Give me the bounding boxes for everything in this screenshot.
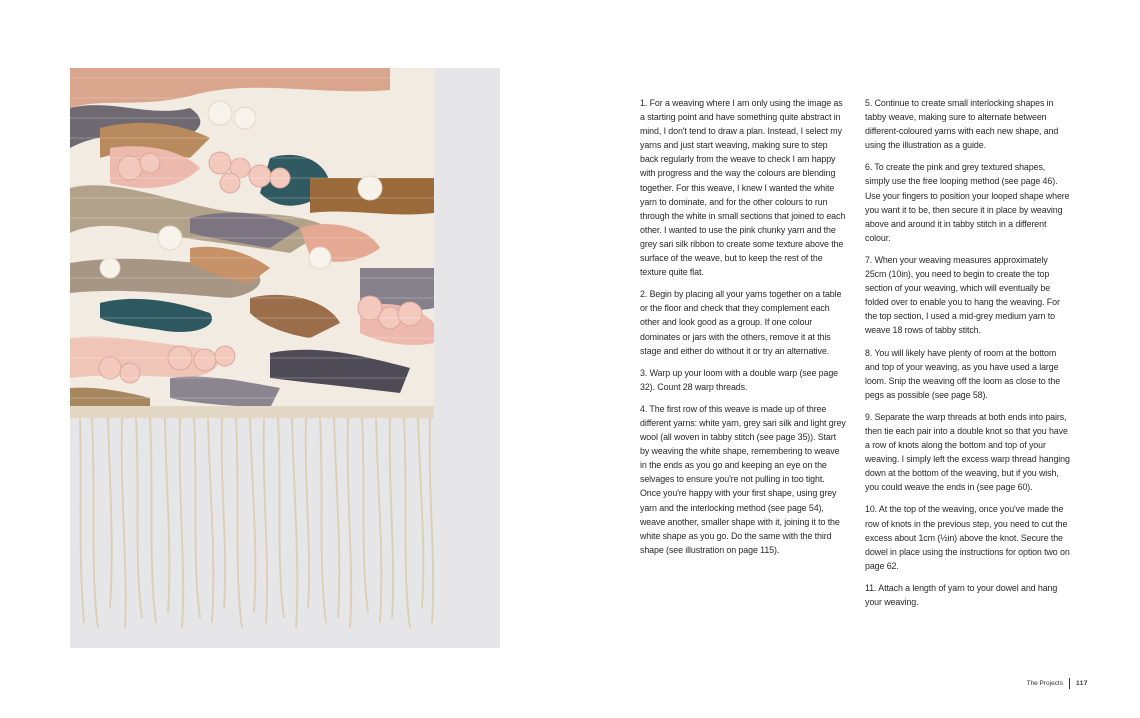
step-5: 5. Continue to create small interlocking shapes in tabby weave, making sure to alternate between different-coloured yarns with each new shape, and using the illustration as a guide.: [865, 98, 1059, 151]
step-8: 8. You will likely have plenty of room at the bottom and top of your weaving, as you have used a large loom. Snip the weaving off the loom as close to the pegs as possible (see page 58).: [865, 347, 1061, 400]
page-footer: [1027, 678, 1089, 689]
instructions-column-left: [640, 96, 846, 565]
footer-divider: [1069, 678, 1070, 689]
step-9: 9. Separate the warp threads at both ends into pairs, then tie each pair into a double knot so that you have a row of knots along the bottom and top of your weaving. I simply left the excess warp thread hanging down at the bottom of the weaving, but if you wish, you could weave the ends in (see page 60).: [865, 411, 1070, 493]
step-10: 10. At the top of the weaving, once you've made the row of knots in the previous step, you need to cut the excess about 1cm (½in) above the knot. Secure the dowel in place using the instructions for option two on page 62.: [865, 504, 1070, 571]
step-11: 11. Attach a length of yarn to your dowel and hang your weaving.: [865, 582, 1058, 607]
step-7: 7. When your weaving measures approximately 25cm (10in), you need to begin to create the top section of your weaving, which will eventually be folded over to enable you to hang the weaving. For the top section, I used a mid-grey medium yarn to weave 18 rows of tabby stitch.: [865, 254, 1060, 336]
page-number: 117: [1076, 680, 1088, 687]
step-6: 6. To create the pink and grey textured shapes, simply use the free looping method (see page 46). Use your fingers to position your looped shape where you want it to be, then secure it in place by weaving above and around it in tabby stitch in a different colour.: [865, 162, 1070, 243]
instructions-column-right: [865, 96, 1071, 617]
step-2: 2. Begin by placing all your yarns together on a table or the floor and check that they complement each other and look good as a group. If one colour dominates or jars with the others, remove it at this stage and either do without it or try an alternative.: [640, 289, 842, 356]
step-1: 1. For a weaving where I am only using the image as a starting point and have something quite abstract in mind, I don't tend to draw a plan. Instead, I select my yarns and just start weaving, making sure to step back regularly from the weave to check I am happy with progress and the way the colours are blending together. For this weave, I knew I wanted the white yarn to dominate, and for the other colours to run through the white in small sections that joined to each other. I wanted to use the pink chunky yarn and the grey sari silk ribbon to create some texture above the surface of the weave, but to keep the rest of the texture quite flat.: [640, 98, 846, 278]
step-3: 3. Warp up your loom with a double warp (see page 32). Count 28 warp threads.: [640, 367, 839, 392]
woven-wall-hanging-photo: [70, 68, 500, 648]
section-title: The Projects: [1026, 680, 1063, 687]
step-4: 4. The first row of this weave is made up of three different yarns: white yarn, grey sari silk and light grey wool (all woven in tabby stitch (see page 35)). Start by weaving the white shape, remembering to weave in the ends as you go and keeping an eye on the selvages to ensure you're not pulling in too tight. Once you're happy with your first shape, using grey yarn and the interlocking method (see page 54), weave another, smaller shape with it, joining it to the white shape as you go. Do the same with the third shape (see illustration on page 115).: [640, 403, 846, 555]
